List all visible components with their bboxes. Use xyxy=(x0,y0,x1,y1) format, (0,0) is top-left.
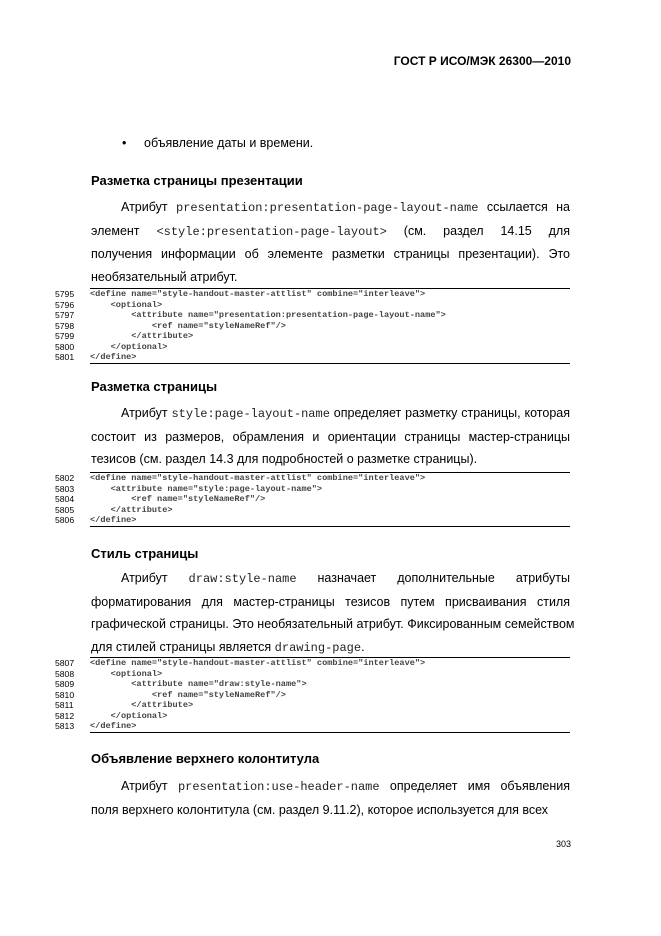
code-line xyxy=(55,289,570,300)
code-text: </define> xyxy=(90,721,137,731)
inline-code: <style:presentation-page-layout> xyxy=(156,224,387,239)
section-heading: Разметка страницы xyxy=(91,379,218,394)
inline-code: draw:style-name xyxy=(188,572,297,586)
section-paragraph xyxy=(91,567,575,659)
text-run: графической страницы. Это необязательный атрибут. Фиксированным семейством xyxy=(91,617,575,631)
code-text: <define name="style-handout-master-attlist" combine="interleave"> xyxy=(90,658,426,668)
line-number: 5804 xyxy=(55,494,75,504)
code-text: <ref name="styleNameRef"/> xyxy=(90,494,266,504)
line-number: 5806 xyxy=(55,515,75,525)
code-line xyxy=(55,505,570,516)
section-heading: Объявление верхнего колонтитула xyxy=(91,751,320,766)
paragraph-line xyxy=(91,196,570,220)
code-line xyxy=(55,711,570,722)
code-line xyxy=(55,321,570,332)
code-text: </attribute> xyxy=(90,504,173,515)
line-number: 5802 xyxy=(55,473,75,483)
paragraph-line xyxy=(91,613,575,636)
line-number: 5803 xyxy=(55,483,75,494)
line-number: 5798 xyxy=(55,320,75,331)
line-number: 5813 xyxy=(55,721,75,731)
code-line xyxy=(55,669,570,680)
code-text: <attribute name="presentation:presentation-page-layout-name"> xyxy=(90,310,446,320)
paragraph-line xyxy=(91,567,570,591)
code-rule-bottom xyxy=(90,363,570,364)
code-line xyxy=(55,700,570,711)
text-run: назначает дополнительные атрибуты xyxy=(296,571,570,585)
text-run: ссылается на xyxy=(478,200,570,214)
inline-code: drawing-page xyxy=(274,640,362,655)
document-header: ГОСТ Р ИСО/МЭК 26300—2010 xyxy=(393,54,571,68)
code-listing xyxy=(55,288,570,364)
paragraph-line xyxy=(91,775,570,799)
inline-code: presentation:use-header-name xyxy=(177,780,380,794)
text-run: Атрибут xyxy=(121,406,172,420)
paragraph-line xyxy=(91,220,570,244)
line-number: 5796 xyxy=(55,299,75,310)
code-line xyxy=(55,331,570,342)
line-number: 5805 xyxy=(55,504,75,515)
section-paragraph xyxy=(91,402,570,471)
code-listing xyxy=(55,657,570,733)
text-run: Атрибут xyxy=(121,779,178,793)
code-line xyxy=(55,494,570,505)
bullet-marker: • xyxy=(122,136,127,150)
page-number: 303 xyxy=(555,839,571,849)
text-run: Атрибут xyxy=(121,200,176,214)
code-text: </optional> xyxy=(90,341,168,352)
text-run: тезисов (см. раздел 14.3 для подробностей о разметке страницы). xyxy=(91,452,478,466)
code-text: <attribute name="style:page-layout-name"> xyxy=(90,483,323,494)
paragraph-line xyxy=(91,448,570,471)
paragraph-line xyxy=(91,636,570,660)
line-number: 5800 xyxy=(55,341,75,352)
section-paragraph xyxy=(91,196,570,288)
code-text: <define name="style-handout-master-attlist" combine="interleave"> xyxy=(90,289,426,299)
line-number: 5808 xyxy=(55,668,75,679)
code-line xyxy=(55,352,570,363)
code-text: <ref name="styleNameRef"/> xyxy=(90,320,286,331)
text-run: Атрибут xyxy=(121,571,189,585)
line-number: 5801 xyxy=(55,352,75,362)
code-line xyxy=(55,658,570,669)
line-number: 5799 xyxy=(55,331,75,341)
line-number: 5795 xyxy=(55,289,75,299)
code-text: <attribute name="draw:style-name"> xyxy=(90,679,307,689)
line-number: 5810 xyxy=(55,689,75,700)
text-run: получения информации об элементе разметки страницы презентации). Это xyxy=(91,247,570,261)
code-line xyxy=(55,721,570,732)
code-line xyxy=(55,679,570,690)
code-line xyxy=(55,300,570,311)
code-listing xyxy=(55,472,570,527)
text-run: форматирования для мастер-страницы тезисов путем присваивания стиля xyxy=(91,594,570,609)
code-line xyxy=(55,515,570,526)
code-line xyxy=(55,690,570,701)
text-run: определяет разметку страницы, которая xyxy=(329,406,571,420)
text-run: для стилей страницы является xyxy=(91,639,275,654)
paragraph-line xyxy=(91,266,570,289)
code-text: </attribute> xyxy=(90,700,194,710)
code-text: <optional> xyxy=(90,668,163,679)
paragraph-line xyxy=(91,426,570,449)
code-rule-bottom xyxy=(90,526,570,527)
code-line xyxy=(55,473,570,484)
code-text: <define name="style-handout-master-attlist" combine="interleave"> xyxy=(90,473,426,483)
line-number: 5797 xyxy=(55,310,75,320)
code-line xyxy=(55,342,570,353)
text-run: состоит из размеров, обрамления и ориентации страницы мастер-страницы xyxy=(91,429,570,444)
line-number: 5807 xyxy=(55,658,75,668)
paragraph-line xyxy=(91,799,570,822)
line-number: 5812 xyxy=(55,710,75,721)
text-run: необязательный атрибут. xyxy=(91,269,238,284)
paragraph-line xyxy=(91,243,570,266)
code-text: </optional> xyxy=(90,710,168,721)
paragraph-line xyxy=(91,402,570,426)
code-rule-bottom xyxy=(90,732,570,733)
bullet-text: объявление даты и времени. xyxy=(144,136,314,150)
code-text: </define> xyxy=(90,352,137,362)
code-text: </attribute> xyxy=(90,331,194,341)
code-text: </define> xyxy=(90,515,137,525)
section-heading: Стиль страницы xyxy=(91,546,199,561)
text-run: (см. раздел 14.15 для xyxy=(386,223,570,238)
inline-code: style:page-layout-name xyxy=(171,407,330,421)
code-line xyxy=(55,484,570,495)
code-line xyxy=(55,310,570,321)
code-text: <ref name="styleNameRef"/> xyxy=(90,689,286,700)
code-text: <optional> xyxy=(90,299,163,310)
paragraph-line xyxy=(91,591,570,614)
section-heading: Разметка страницы презентации xyxy=(91,173,303,188)
text-run: определяет имя объявления xyxy=(379,779,570,793)
line-number: 5809 xyxy=(55,679,75,689)
text-run: . xyxy=(361,639,365,654)
section-paragraph xyxy=(91,775,570,821)
line-number: 5811 xyxy=(55,700,74,710)
inline-code: presentation:presentation-page-layout-name xyxy=(176,201,479,215)
text-run: поля верхнего колонтитула (см. раздел 9.11.2), которое используется для всех xyxy=(91,802,549,817)
text-run: элемент xyxy=(91,223,157,238)
